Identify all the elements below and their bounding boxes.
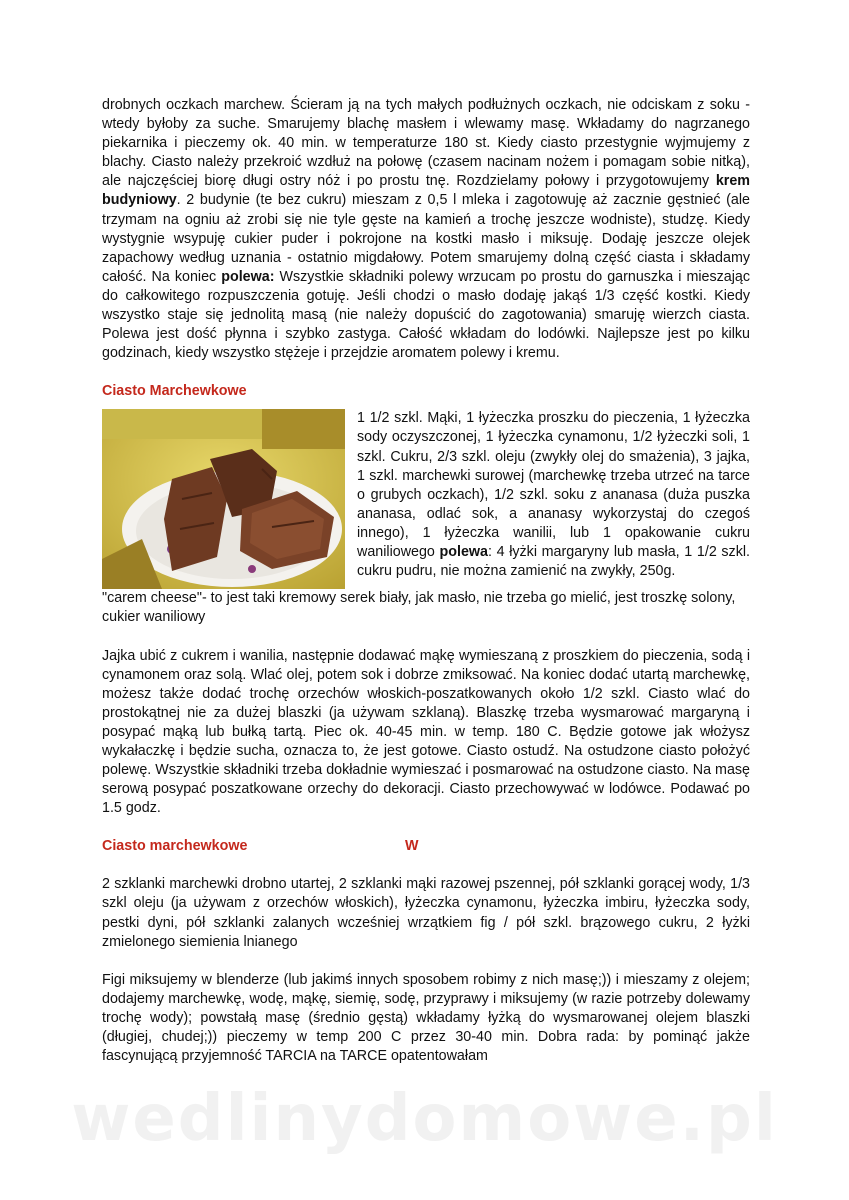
recipe2-bold-polewa: polewa [439, 543, 488, 560]
intro-text-3: Wszystkie składniki polewy wrzucam po prostu do garnuszka i mieszając do całkowitego rozpuszczenia gotuję. Jeśli chodzi o masło dodaję jakąś 1/3 część kostki. Kiedy wszystko staje się jednolitą masą (nie należy dopuścić do zagotowania) smaruję wierzch ciasta. Polewa jest dość płynna i szybko zastyga. Całość wkładam do lodówki. Najlepsze jest po kilku godzinach, kiedy wszystko stężeje i przejdzie aromatem polewy i kremu. [102, 268, 751, 362]
recipe3-method: Figi miksujemy w blenderze (lub jakimś innych sposobem robimy z nich masę;)) i mieszamy z olejem; dodajemy marchewkę, wodę, mąkę, siemię, sodę, przyprawy i miksujemy (w razie potrzeby dolewamy trochę wody); powstałą masę (średnio gęstą) wkładamy łyżką do wysmarowanej olejem blaszki (długiej, chudej;)) pieczemy w temp 200 C przez 30-40 min. Dobra rada: by pominąć jakże fascynującą przyjemność TARCIA na TARCE opatentowałam [102, 971, 750, 1065]
intro-bold-polewa: polewa: [221, 268, 275, 285]
carrot-cake-photo [102, 409, 345, 589]
recipe3-title-row [102, 837, 750, 856]
recipe2-block [102, 409, 750, 589]
intro-paragraph [102, 96, 750, 363]
recipe2-ingredients-text-2: : 4 łyżki margaryny lub masła, 1 1/2 szkl. cukru pudru, nie można zamienić na zwykły, 250g. [357, 543, 750, 580]
recipe2-title: Ciasto Marchewkowe [102, 383, 247, 400]
watermark: wedlinydomowe.pl [71, 1082, 778, 1156]
recipe2-ingredients-continued: "carem cheese"- to jest taki kremowy serek biały, jak masło, nie trzeba go mielić, jest troszkę solony, cukier waniliowy [102, 590, 736, 626]
document-page [102, 96, 750, 1066]
recipe3-title-extra: W [405, 838, 419, 855]
recipe2-ingredients-text-1: 1 1/2 szkl. Mąki, 1 łyżeczka proszku do pieczenia, 1 łyżeczka sody oczyszczonej, 1 łyżeczka cynamonu, 1/2 łyżeczki soli, 1 szkl. Cukru, 2/3 szkl. oleju (zwykły olej do smażenia), 3 jajka, 1 szkl. marchewki surowej (marchewkę trzeba utrzeć na tarce o grubych oczkach), 1/2 szkl. soku z ananasa (duża puszka ananasa, odlać sok, a ananasy wykorzystaj do czegoś innego), 1 łyżeczka wanilii, lub 1 opakowanie cukru waniliowego [357, 410, 750, 560]
recipe2-method: Jajka ubić z cukrem i wanilia, następnie dodawać mąkę wymieszaną z proszkiem do pieczenia, sodą i cynamonem oraz solą. Wlać olej, potem sok i dobrze zmiksować. Na koniec dodać utartą marchewkę, możesz także dodać trochę orzechów włoskich-poszatkowanych około 1/2 szkl. Ciasto wlać do prostokątnej nie za dużej blaszki (ja używam szklaną). Blaszkę trzeba wysmarować margaryną i posypać mąką lub bułką tartą. Piec ok. 40-45 min. w temp. 180 C. Będzie gotowe jak włożysz wykałaczkę i będzie sucha, oznacza to, że jest gotowe. Ciasto ostudź. Na ostudzone ciasto położyć polewę. Wszystkie składniki trzeba dokładnie wymieszać i posmarować na ostudzone ciasto. Na masę serową posypać poszatkowane orzechy do dekoracji. Ciasto przechowywać w lodówce. Podawać po 1.5 godz. [102, 647, 750, 817]
recipe2-ingredients-wrap [357, 409, 750, 581]
intro-bold-krem: krem budyniowy [102, 173, 750, 209]
recipe3-title: Ciasto marchewkowe [102, 838, 248, 855]
intro-text-2: . 2 budynie (te bez cukru) mieszam z 0,5 l mleka i zagotowuję aż zacznie gęstnieć (ale trzymam na ogniu aż zrobi się nie tyle gęste na kamień a trochę jeszcze wodniste), studzę. Kiedy wystygnie wsypuję cukier puder i pokrojone na kostki masło i miksuję. Dodaję jeszcze olejek zapachowy według uznania - ostatnio migdałowy. Potem smarujemy dolną część ciasta i składamy całość. Na koniec [102, 192, 750, 285]
recipe3-ingredients: 2 szklanki marchewki drobno utartej, 2 szklanki mąki razowej pszennej, pół szklanki gorącej wody, 1/3 szkl oleju (ja używam z orzechów włoskich), łyżeczka cynamonu, łyżeczka imbiru, łyżeczka sody, pestki dyni, pół szklanki zalanych wcześniej wrzątkiem fig / pół szkl. brązowego cukru, 2 łyżki zmielonego siemienia lnianego [102, 876, 750, 950]
recipe2-ingredients [357, 409, 750, 581]
intro-text-1: drobnych oczkach marchew. Ścieram ją na tych małych podłużnych oczkach, nie odciskam z soku - wtedy byłoby za suche. Smarujemy blachę masłem i wlewamy masę. Wkładamy do nagrzanego piekarnika i pieczemy ok. 40 min. w temperaturze 180 st. Kiedy ciasto przestygnie wyjmujemy z blachy. Ciasto należy przekroić wzdłuż na połowę (czasem nacinam nożem i pomagam sobie nitką), ale najczęściej biorę długi ostry nóż i po prostu tnę. Rozdzielamy połowy i przygotowujemy [102, 97, 750, 190]
